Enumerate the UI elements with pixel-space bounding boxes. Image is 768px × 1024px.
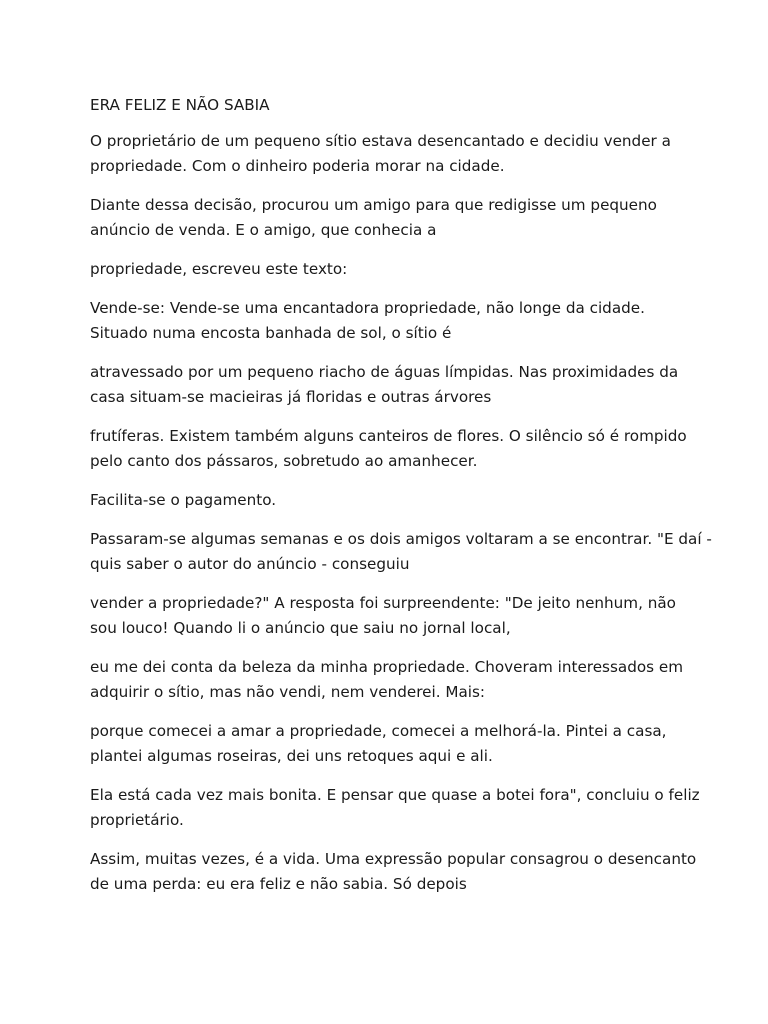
document-title: ERA FELIZ E NÃO SABIA (90, 96, 270, 114)
text-line: Facilita-se o pagamento. (90, 491, 277, 509)
text-line: vender a propriedade?" A resposta foi surpreendente: "De jeito nenhum, não (90, 594, 676, 612)
text-line: plantei algumas roseiras, dei uns retoques aqui e ali. (90, 747, 493, 765)
text-line: propriedade. Com o dinheiro poderia morar na cidade. (90, 157, 505, 175)
text-line: proprietário. (90, 811, 184, 829)
text-line: sou louco! Quando li o anúncio que saiu no jornal local, (90, 619, 511, 637)
text-line: atravessado por um pequeno riacho de águas límpidas. Nas proximidades da (90, 363, 679, 381)
paragraph (90, 847, 697, 897)
text-line: Vende-se: Vende-se uma encantadora propriedade, não longe da cidade. (90, 299, 645, 317)
text-line: Assim, muitas vezes, é a vida. Uma expressão popular consagrou o desencanto (90, 850, 697, 868)
paragraph (90, 488, 690, 513)
paragraph (90, 360, 690, 410)
paragraph (90, 424, 690, 474)
text-line: frutíferas. Existem também alguns canteiros de flores. O silêncio só é rompido (90, 427, 687, 445)
document-page (90, 93, 712, 911)
paragraph (90, 129, 690, 179)
paragraph (90, 655, 690, 705)
text-line: Passaram-se algumas semanas e os dois amigos voltaram a se encontrar. "E daí - (90, 530, 712, 548)
text-line: porque comecei a amar a propriedade, comecei a melhorá-la. Pintei a casa, (90, 722, 667, 740)
paragraph (90, 527, 712, 577)
paragraph (90, 591, 690, 641)
text-line: propriedade, escreveu este texto: (90, 260, 348, 278)
text-line: anúncio de venda. E o amigo, que conhecia a (90, 221, 437, 239)
paragraph (90, 783, 700, 833)
paragraph (90, 257, 690, 282)
paragraph (90, 193, 690, 243)
text-line: pelo canto dos pássaros, sobretudo ao amanhecer. (90, 452, 478, 470)
text-line: Ela está cada vez mais bonita. E pensar que quase a botei fora", concluiu o feliz (90, 786, 700, 804)
text-line: quis saber o autor do anúncio - conseguiu (90, 555, 410, 573)
text-line: Diante dessa decisão, procurou um amigo para que redigisse um pequeno (90, 196, 657, 214)
text-line: de uma perda: eu era feliz e não sabia. Só depois (90, 875, 467, 893)
text-line: adquirir o sítio, mas não vendi, nem venderei. Mais: (90, 683, 486, 701)
text-line: Situado numa encosta banhada de sol, o sítio é (90, 324, 452, 342)
paragraph (90, 296, 690, 346)
text-line: O proprietário de um pequeno sítio estava desencantado e decidiu vender a (90, 132, 671, 150)
text-line: eu me dei conta da beleza da minha propriedade. Choveram interessados em (90, 658, 684, 676)
paragraph (90, 719, 690, 769)
text-line: casa situam-se macieiras já floridas e outras árvores (90, 388, 492, 406)
